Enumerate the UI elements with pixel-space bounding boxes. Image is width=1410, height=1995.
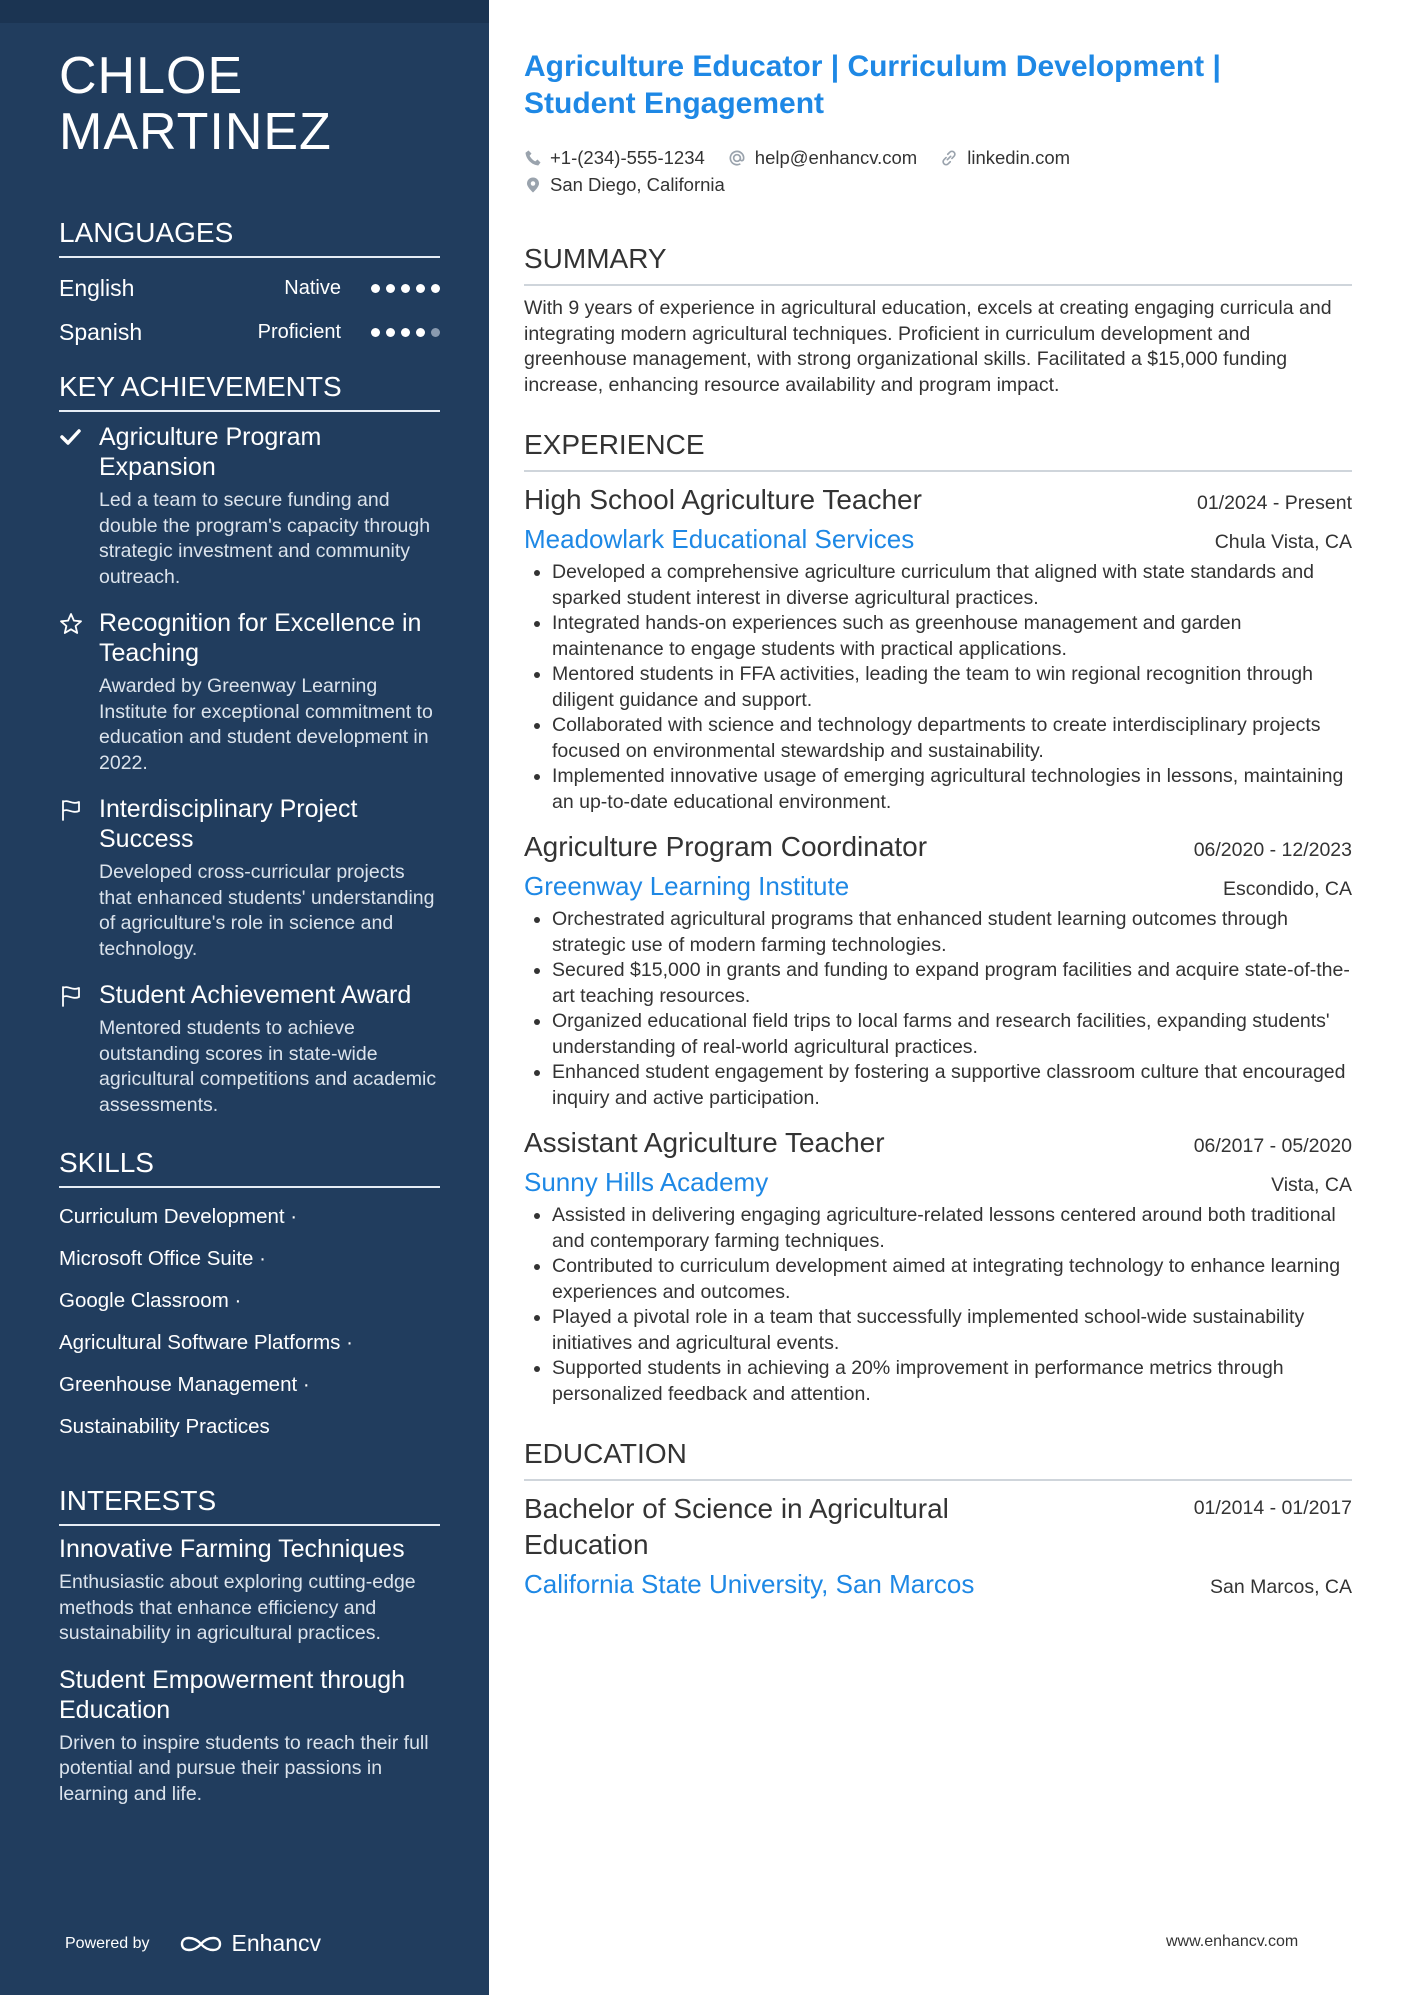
languages-section: [59, 216, 440, 354]
job-location: Chula Vista, CA: [1214, 531, 1352, 553]
skill-item: Google Classroom ·: [59, 1289, 242, 1312]
job-bullets: [524, 560, 1352, 815]
job-entry: [524, 829, 1352, 1111]
dot: [401, 284, 410, 293]
phone-contact[interactable]: [524, 144, 705, 171]
language-level: Native: [284, 276, 341, 299]
check-icon: [59, 422, 99, 590]
job-entry: [524, 1125, 1352, 1407]
skill-item: Curriculum Development ·: [59, 1205, 298, 1228]
language-dots: [371, 328, 440, 337]
contact-line: [524, 144, 1352, 171]
achievements-title: KEY ACHIEVEMENTS: [59, 370, 440, 412]
skill-item: Sustainability Practices: [59, 1415, 270, 1438]
location-contact: [524, 171, 725, 198]
location-text: San Diego, California: [550, 174, 725, 195]
bullet-item: • Implemented innovative usage of emerging agricultural technologies in lessons, maintaining an up-to-date educational environment.: [552, 764, 1352, 815]
main-content: [524, 48, 1352, 1601]
interests-title: INTERESTS: [59, 1484, 440, 1526]
link-icon: [939, 148, 959, 168]
bullet-item: • Enhanced student engagement by fostering a supportive classroom culture that encouraged inquiry and active participation.: [552, 1060, 1352, 1111]
summary-title: SUMMARY: [524, 242, 1352, 286]
skill-item: Agricultural Software Platforms ·: [59, 1331, 353, 1354]
school-name: California State University, San Marcos: [524, 1569, 975, 1599]
sidebar: [0, 0, 489, 1995]
dot: [431, 284, 440, 293]
dot: [371, 328, 380, 337]
sidebar-top-bar: [0, 0, 489, 23]
powered-by-label: Powered by: [65, 1934, 150, 1952]
language-level: Proficient: [257, 320, 341, 343]
language-name: English: [59, 274, 135, 301]
at-icon: [727, 148, 747, 168]
job-bullets: [524, 1203, 1352, 1407]
achievement-desc: Led a team to secure funding and double the program's capacity through strategic investment and community outreach.: [99, 489, 431, 588]
candidate-name: [59, 48, 440, 160]
enhancv-brand-text: Enhancv: [231, 1930, 322, 1956]
bullet-item: • Integrated hands-on experiences such as greenhouse management and garden maintenance to engage students with practical applications.: [552, 611, 1352, 662]
bullet-item: • Collaborated with science and technology departments to create interdisciplinary projects focused on environmental stewardship and sustainability.: [552, 713, 1352, 764]
achievement-title: Student Achievement Award: [99, 981, 412, 1009]
location-pin-icon: [524, 175, 542, 195]
dot: [416, 284, 425, 293]
education-dates: 01/2014 - 01/2017: [1193, 1497, 1352, 1519]
bullet-item: • Secured $15,000 in grants and funding to expand program facilities and acquire state-of-the-art teaching resources.: [552, 958, 1352, 1009]
bullet-item: • Mentored students in FFA activities, leading the team to win regional recognition through diligent guidance and support.: [552, 662, 1352, 713]
interest-desc: Enthusiastic about exploring cutting-edge methods that enhance efficiency and sustainability in agricultural practices.: [59, 1571, 416, 1644]
dot: [386, 328, 395, 337]
language-dots: [371, 284, 440, 293]
job-location: Escondido, CA: [1223, 878, 1352, 900]
skill-item: Microsoft Office Suite ·: [59, 1247, 266, 1270]
job-bullets: [524, 907, 1352, 1111]
achievement-title: Agriculture Program Expansion: [99, 423, 322, 481]
education-location: San Marcos, CA: [1210, 1576, 1352, 1598]
job-entry: [524, 482, 1352, 815]
job-location: Vista, CA: [1271, 1174, 1352, 1196]
job-dates: 06/2020 - 12/2023: [1193, 839, 1352, 861]
bullet-item: • Assisted in delivering engaging agriculture-related lessons centered around both traditional and contemporary farming techniques.: [552, 1203, 1352, 1254]
company-name: Sunny Hills Academy: [524, 1167, 769, 1197]
achievement-item: [59, 422, 440, 590]
education-entry: [524, 1491, 1352, 1601]
bullet-item: • Contributed to curriculum development aimed at integrating technology to enhance learning experiences and outcomes.: [552, 1254, 1352, 1305]
headline-line-1: Agriculture Educator | Curriculum Development |: [524, 50, 1221, 83]
linkedin-contact[interactable]: [939, 144, 1070, 171]
dot: [371, 284, 380, 293]
achievement-desc: Mentored students to achieve outstanding scores in state-wide agricultural competitions and academic assessments.: [99, 1017, 437, 1116]
interest-title: Innovative Farming Techniques: [59, 1535, 405, 1563]
phone-icon: [524, 149, 542, 167]
dot: [401, 328, 410, 337]
dot: [416, 328, 425, 337]
headline-line-2: Student Engagement: [524, 87, 825, 120]
bullet-item: • Supported students in achieving a 20% improvement in performance metrics through personalized feedback and attention.: [552, 1356, 1352, 1407]
star-icon: [59, 608, 99, 776]
linkedin-text: linkedin.com: [967, 147, 1071, 168]
flag-icon: [59, 794, 99, 962]
powered-by-footer: [65, 1930, 321, 1957]
degree-line-1: Bachelor of Science in Agricultural: [524, 1493, 949, 1524]
language-row: [59, 310, 440, 354]
skills-section: [59, 1146, 440, 1448]
achievement-desc: Developed cross-curricular projects that enhanced students' understanding of agriculture's role in science and technology.: [99, 861, 435, 960]
achievement-desc: Awarded by Greenway Learning Institute for exceptional commitment to education and student development in 2022.: [99, 675, 433, 774]
skill-item: Greenhouse Management ·: [59, 1373, 310, 1396]
company-name: Meadowlark Educational Services: [524, 524, 915, 554]
language-row: [59, 266, 440, 310]
job-dates: 01/2024 - Present: [1196, 492, 1352, 514]
enhancv-logo: [178, 1930, 322, 1957]
dot-empty: [431, 328, 440, 337]
job-title: High School Agriculture Teacher: [524, 484, 922, 515]
bullet-item: • Organized educational field trips to local farms and research facilities, expanding students' understanding of real-world agricultural practices.: [552, 1009, 1352, 1060]
contact-info: [524, 144, 1352, 198]
experience-title: EXPERIENCE: [524, 428, 1352, 472]
languages-title: LANGUAGES: [59, 216, 440, 258]
job-title: Assistant Agriculture Teacher: [524, 1127, 885, 1158]
company-name: Greenway Learning Institute: [524, 871, 850, 901]
flag-icon: [59, 980, 99, 1118]
achievement-item: [59, 608, 440, 776]
bullet-item: • Played a pivotal role in a team that successfully implemented school-wide sustainability initiatives and agricultural events.: [552, 1305, 1352, 1356]
summary-text: With 9 years of experience in agricultural education, excels at creating engaging curricula and integrating modern agricultural techniques. Proficient in curriculum development and greenhouse management, with strong organizational skills. Facilitated a $15,000 funding increase, enhancing resource availability and program impact.: [524, 297, 1332, 396]
enhancv-logo-icon: [178, 1932, 224, 1956]
degree-title: [524, 1491, 949, 1563]
name-first: CHLOE: [59, 47, 244, 105]
sidebar-content: [59, 48, 440, 1807]
interests-section: [59, 1484, 440, 1807]
language-name: Spanish: [59, 318, 143, 345]
job-title: Agriculture Program Coordinator: [524, 831, 928, 862]
achievements-section: [59, 370, 440, 1118]
job-dates: 06/2017 - 05/2020: [1193, 1135, 1352, 1157]
website-footer[interactable]: www.enhancv.com: [1166, 1933, 1299, 1950]
interest-title: Student Empowerment through Education: [59, 1665, 406, 1724]
achievement-title: Interdisciplinary Project Success: [99, 795, 358, 853]
headline: [524, 48, 1352, 122]
bullet-item: • Orchestrated agricultural programs that enhanced student learning outcomes through strategic use of modern farming technologies.: [552, 907, 1352, 958]
name-last: MARTINEZ: [59, 103, 332, 161]
dot: [386, 284, 395, 293]
education-title: EDUCATION: [524, 1437, 1352, 1481]
achievement-title: Recognition for Excellence in Teaching: [99, 609, 422, 667]
achievement-item: [59, 980, 440, 1118]
email-contact[interactable]: [727, 144, 917, 171]
degree-line-2: Education: [524, 1529, 649, 1560]
interest-desc: Driven to inspire students to reach their full potential and pursue their passions in learning and life.: [59, 1731, 429, 1805]
phone-text: +1-(234)-555-1234: [550, 147, 705, 168]
contact-line: [524, 171, 1352, 198]
skills-title: SKILLS: [59, 1146, 440, 1188]
bullet-item: • Developed a comprehensive agriculture curriculum that aligned with state standards and sparked student interest in diverse agricultural practices.: [552, 560, 1352, 611]
email-text: help@enhancv.com: [754, 147, 918, 168]
achievement-item: [59, 794, 440, 962]
